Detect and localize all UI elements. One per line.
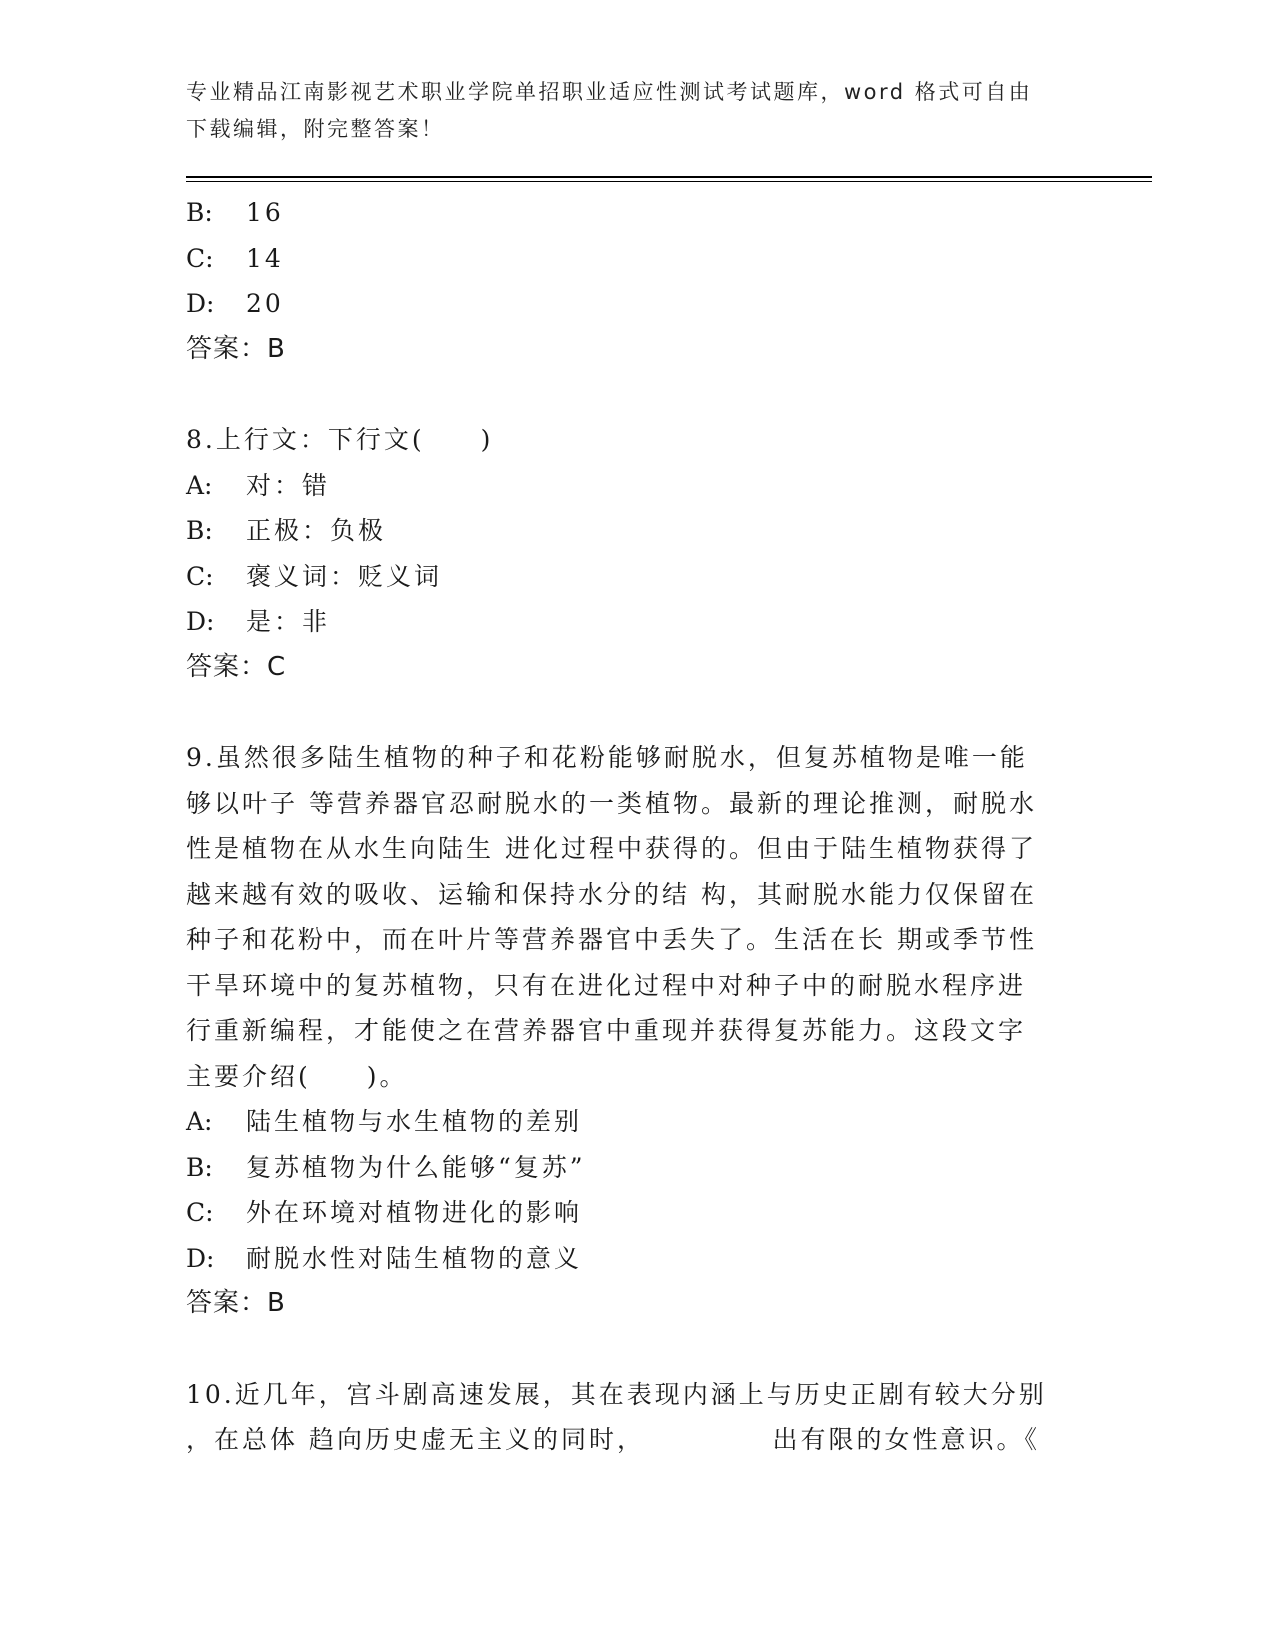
option-key: A: xyxy=(186,470,213,500)
option-key: C: xyxy=(186,561,214,591)
option-key: C: xyxy=(186,243,214,273)
option-text: 复苏植物为什么能够“复苏” xyxy=(246,1152,586,1182)
question-9-line: 干旱环境中的复苏植物，只有在进化过程中对种子中的耐脱水程序进 xyxy=(186,970,1027,1000)
option-d xyxy=(186,281,1086,327)
option-text: 褒义词：贬义词 xyxy=(246,561,443,591)
option-text: 耐脱水性对陆生植物的意义 xyxy=(246,1243,583,1273)
option-b xyxy=(186,508,1086,554)
option-key: D: xyxy=(186,289,215,318)
option-key: C: xyxy=(186,1198,214,1227)
option-d xyxy=(186,1236,1086,1282)
question-9-line: 越来越有效的吸收、运输和保持水分的结 构，其耐脱水能力仅保留在 xyxy=(186,879,1037,909)
question-8-text: 8.上行文：下行文( ) xyxy=(186,425,494,454)
option-b xyxy=(186,190,1086,236)
option-a xyxy=(186,1099,1086,1145)
header-line-2: 下载编辑，附完整答案！ xyxy=(186,117,445,141)
option-c xyxy=(186,1190,1086,1236)
question-9-line: 行重新编程，才能使之在营养器官中重现并获得复苏能力。这段文字 xyxy=(186,1016,1027,1045)
question-9-text xyxy=(186,735,1086,1099)
header-line-1: 专业精品江南影视艺术职业学院单招职业适应性测试考试题库，word 格式可自由 xyxy=(186,80,1033,104)
option-text: 对：错 xyxy=(246,470,331,500)
question-9-line: 性是植物在从水生向陆生 进化过程中获得的。但由于陆生植物获得了 xyxy=(186,834,1037,863)
option-key: B: xyxy=(186,1152,213,1182)
question-9-answer: 答案：B xyxy=(186,1288,286,1318)
option-text: 陆生植物与水生植物的差别 xyxy=(246,1107,583,1136)
question-8-answer: 答案：C xyxy=(186,651,287,682)
option-text: 20 xyxy=(246,289,284,318)
question-9-line: 够以叶子 等营养器官忍耐脱水的一类植物。最新的理论推测，耐脱水 xyxy=(186,788,1037,818)
question-7-answer: 答案：B xyxy=(186,333,286,364)
question-10-text xyxy=(186,1372,1086,1463)
header-rule-thin xyxy=(186,181,1152,182)
option-text: 正极：负极 xyxy=(246,516,387,545)
question-8-options xyxy=(186,463,1086,645)
question-9-options xyxy=(186,1099,1086,1281)
option-key: D: xyxy=(186,1243,215,1273)
option-key: D: xyxy=(186,607,215,636)
question-9-line: 种子和花粉中，而在叶片等营养器官中丢失了。生活在长 期或季节性 xyxy=(186,925,1037,954)
question-7-options xyxy=(186,190,1086,327)
question-9-line: 9.虽然很多陆生植物的种子和花粉能够耐脱水，但复苏植物是唯一能 xyxy=(186,743,1028,772)
question-10-line: 10.近几年，宫斗剧高速发展，其在表现内涵上与历史正剧有较大分别 xyxy=(186,1379,1047,1409)
document-header xyxy=(186,74,1066,148)
option-key: B: xyxy=(186,516,213,545)
option-c xyxy=(186,554,1086,600)
header-rule-thick xyxy=(186,176,1152,178)
option-d xyxy=(186,599,1086,645)
option-text: 是：非 xyxy=(246,607,331,636)
option-key: B: xyxy=(186,198,213,227)
option-a xyxy=(186,463,1086,509)
option-text: 外在环境对植物进化的影响 xyxy=(246,1198,583,1227)
option-b xyxy=(186,1145,1086,1191)
question-9-line: 主要介绍( )。 xyxy=(186,1061,408,1091)
option-key: A: xyxy=(186,1107,213,1136)
question-10-line: ，在总体 趋向历史虚无主义的同时， 出有限的女性意识。《 xyxy=(186,1425,1040,1454)
option-text: 16 xyxy=(246,198,284,227)
question-content xyxy=(186,190,1086,1463)
option-c xyxy=(186,236,1086,282)
option-text: 14 xyxy=(246,243,284,273)
